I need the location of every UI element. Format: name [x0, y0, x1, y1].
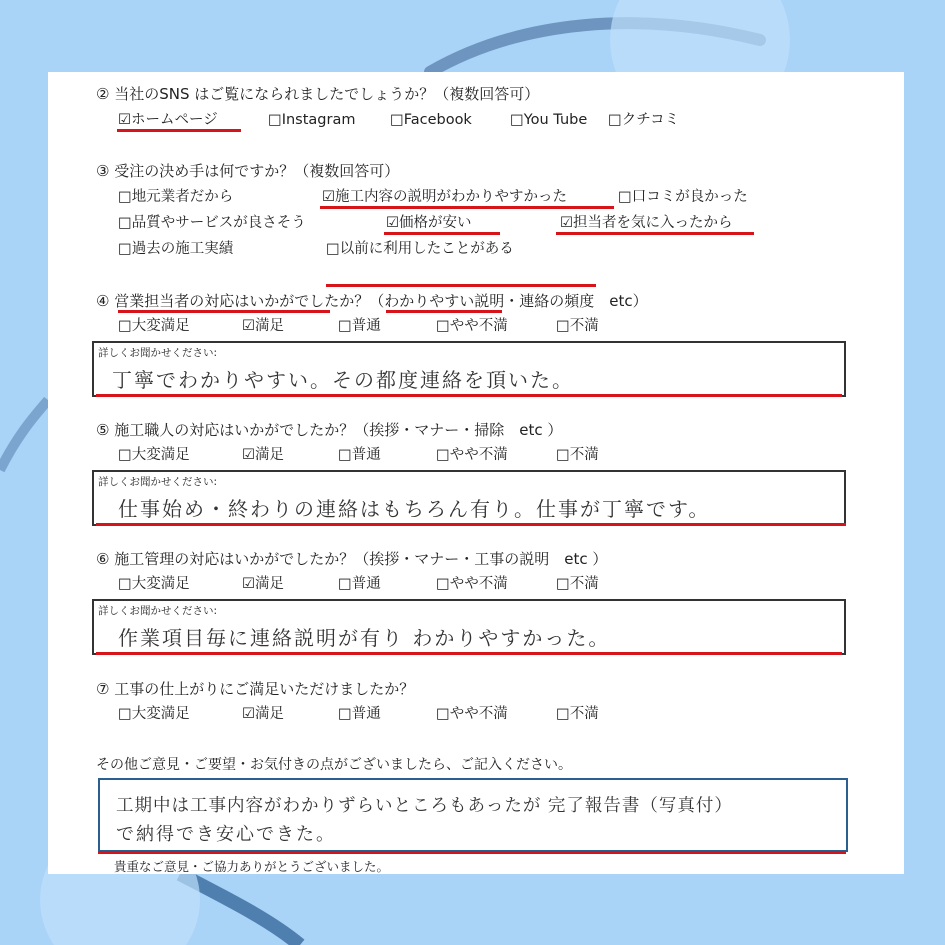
underline — [384, 232, 500, 235]
underline — [326, 284, 596, 287]
q5-option-very-satisfied[interactable]: □大変満足 — [118, 447, 190, 463]
q3-option-price[interactable]: ☑価格が安い — [386, 215, 472, 231]
q6-option-very-satisfied[interactable]: □大変満足 — [118, 576, 190, 592]
q5-option-somewhat-dissatisfied[interactable]: □やや不満 — [436, 447, 508, 463]
q6-option-neutral[interactable]: □普通 — [338, 576, 381, 592]
q6-option-somewhat-dissatisfied[interactable]: □やや不満 — [436, 576, 508, 592]
q5-option-dissatisfied[interactable]: □不満 — [556, 447, 599, 463]
underline — [117, 129, 241, 132]
q2-option-instagram[interactable]: □Instagram — [268, 112, 356, 128]
underline — [320, 206, 614, 209]
question-7: ⑦ 工事の仕上がりにご満足いただけましたか？ — [96, 680, 415, 698]
q4-detail-label: 詳しくお聞かせください: — [98, 347, 218, 359]
underline — [98, 851, 846, 854]
q4-option-very-satisfied[interactable]: □大変満足 — [118, 318, 190, 334]
q6-option-satisfied[interactable]: ☑満足 — [242, 576, 284, 592]
question-2: ② 当社のSNS はご覧になられましたでしょうか？（複数回答可） — [96, 85, 540, 103]
thank-you-footer: 貴重なご意見・ご協力ありがとうございました。 — [114, 859, 390, 874]
question-3: ③ 受注の決め手は何ですか？（複数回答可） — [96, 162, 400, 180]
other-handwritten-line-2: で納得でき安心できた。 — [116, 824, 336, 845]
q3-option-track-record[interactable]: □過去の施工実績 — [118, 241, 234, 257]
other-handwritten-line-1: 工期中は工事内容がわかりずらいところもあったが 完了報告書（写真付） — [116, 796, 733, 816]
q7-option-neutral[interactable]: □普通 — [338, 706, 381, 722]
q7-option-somewhat-dissatisfied[interactable]: □やや不満 — [436, 706, 508, 722]
q5-option-neutral[interactable]: □普通 — [338, 447, 381, 463]
underline — [96, 523, 846, 526]
underline — [118, 310, 330, 313]
q3-option-reviews[interactable]: □口コミが良かった — [618, 189, 748, 205]
q3-option-local[interactable]: □地元業者だから — [118, 189, 234, 205]
q3-option-quality[interactable]: □品質やサービスが良さそう — [118, 215, 306, 231]
underline — [556, 232, 754, 235]
q5-option-satisfied[interactable]: ☑満足 — [242, 447, 284, 463]
q6-handwritten-answer: 作業項目毎に連絡説明が有り わかりやすかった。 — [118, 626, 611, 650]
underline — [96, 394, 842, 397]
q2-option-youtube[interactable]: □You Tube — [510, 112, 588, 128]
q4-option-neutral[interactable]: □普通 — [338, 318, 381, 334]
q3-option-previous[interactable]: □以前に利用したことがある — [326, 241, 514, 257]
q7-option-dissatisfied[interactable]: □不満 — [556, 706, 599, 722]
q4-option-dissatisfied[interactable]: □不満 — [556, 318, 599, 334]
q2-option-kuchikomi[interactable]: □クチコミ — [608, 112, 680, 128]
q4-handwritten-answer: 丁寧でわかりやすい。その都度連絡を頂いた。 — [112, 368, 574, 392]
underline — [96, 652, 842, 655]
q3-option-explanation[interactable]: ☑施工内容の説明がわかりやすかった — [322, 189, 567, 205]
other-comments-question: その他ご意見・ご要望・お気付きの点がございましたら、ご記入ください。 — [96, 757, 572, 773]
q7-option-very-satisfied[interactable]: □大変満足 — [118, 706, 190, 722]
q2-option-facebook[interactable]: □Facebook — [390, 112, 472, 128]
q2-option-homepage[interactable]: ☑ホームページ — [118, 112, 218, 128]
question-4: ④ 営業担当者の対応はいかがでしたか？（わかりやすい説明・連絡の頻度 etc） — [96, 292, 648, 310]
q6-option-dissatisfied[interactable]: □不満 — [556, 576, 599, 592]
q6-detail-label: 詳しくお聞かせください: — [98, 605, 218, 617]
q3-option-staff[interactable]: ☑担当者を気に入ったから — [560, 215, 733, 231]
q4-option-somewhat-dissatisfied[interactable]: □やや不満 — [436, 318, 508, 334]
q5-detail-label: 詳しくお聞かせください: — [98, 476, 218, 488]
underline — [386, 310, 502, 313]
question-6: ⑥ 施工管理の対応はいかがでしたか？（挨拶・マナー・工事の説明 etc ） — [96, 550, 608, 568]
q7-option-satisfied[interactable]: ☑満足 — [242, 706, 284, 722]
q5-handwritten-answer: 仕事始め・終わりの連絡はもちろん有り。仕事が丁寧です。 — [118, 497, 711, 521]
q4-option-satisfied[interactable]: ☑満足 — [242, 318, 284, 334]
question-5: ⑤ 施工職人の対応はいかがでしたか？（挨拶・マナー・掃除 etc ） — [96, 421, 563, 439]
